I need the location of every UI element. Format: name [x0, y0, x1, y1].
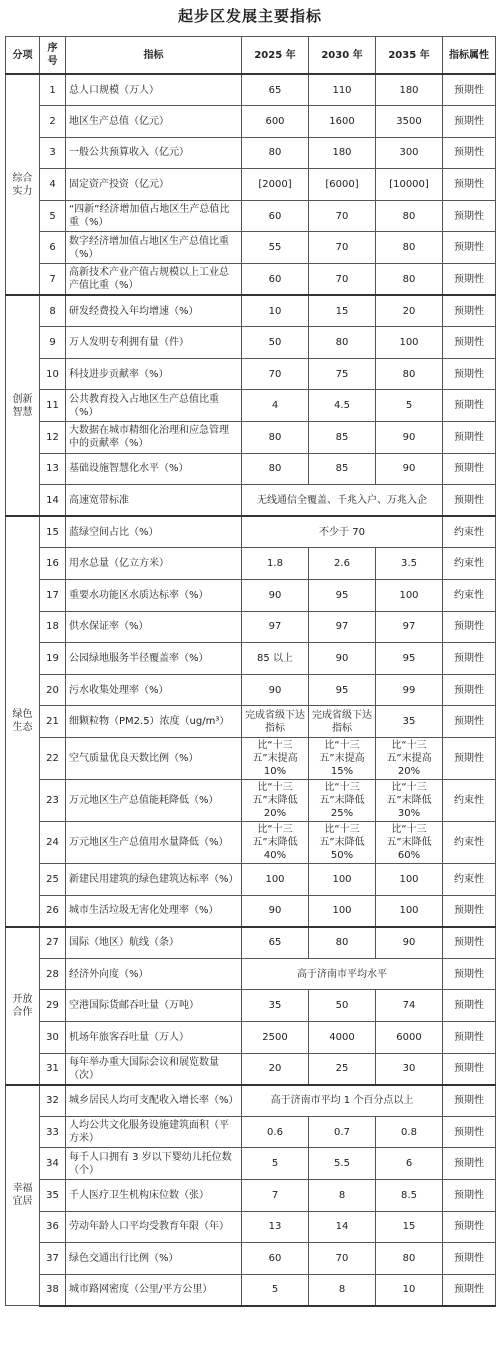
value-2030: 70: [309, 232, 376, 264]
value-2035: 比“十三五”末降低 30%: [376, 779, 443, 821]
indicator-name: 国际（地区）航线（条）: [66, 927, 242, 959]
indicator-name: 细颗粒物（PM2.5）浓度（ug/m³）: [66, 706, 242, 738]
row-number: 14: [40, 485, 66, 517]
value-2030: 75: [309, 358, 376, 390]
value-2025: 600: [242, 106, 309, 138]
table-row: [6, 74, 496, 106]
row-number: 29: [40, 990, 66, 1022]
table-row: [6, 706, 496, 738]
row-number: 35: [40, 1179, 66, 1211]
header-number: 序号: [40, 37, 66, 75]
value-2030: 80: [309, 927, 376, 959]
row-number: 34: [40, 1148, 66, 1180]
indicator-name: 研发经费投入年均增速（%）: [66, 295, 242, 327]
value-2025: 比“十三五”末降低 20%: [242, 779, 309, 821]
value-2025: 5: [242, 1274, 309, 1306]
value-2035: 30: [376, 1053, 443, 1085]
indicator-attribute: 预期性: [443, 1148, 496, 1180]
row-number: 17: [40, 580, 66, 612]
indicator-attribute: 预期性: [443, 1116, 496, 1148]
indicator-attribute: 预期性: [443, 232, 496, 264]
value-2025: 90: [242, 895, 309, 927]
value-2035: [10000]: [376, 169, 443, 201]
value-2025: 80: [242, 422, 309, 454]
row-number: 25: [40, 863, 66, 895]
row-number: 38: [40, 1274, 66, 1306]
indicator-attribute: 预期性: [443, 1274, 496, 1306]
indicator-name: 大数据在城市精细化治理和应急管理中的贡献率（%）: [66, 422, 242, 454]
row-number: 8: [40, 295, 66, 327]
row-number: 21: [40, 706, 66, 738]
value-2030: 25: [309, 1053, 376, 1085]
indicator-name: 总人口规模（万人）: [66, 74, 242, 106]
table-row: [6, 821, 496, 863]
row-number: 5: [40, 200, 66, 232]
indicator-attribute: 约束性: [443, 821, 496, 863]
indicator-attribute: 约束性: [443, 580, 496, 612]
category-cell: 幸福宜居: [6, 1085, 40, 1306]
value-2030: 85: [309, 453, 376, 485]
value-2025: 20: [242, 1053, 309, 1085]
row-number: 28: [40, 958, 66, 990]
value-2035: 比“十三五”末降低 60%: [376, 821, 443, 863]
row-number: 24: [40, 821, 66, 863]
indicator-attribute: 预期性: [443, 137, 496, 169]
indicator-name: 空气质量优良天数比例（%）: [66, 737, 242, 779]
table-row: [6, 137, 496, 169]
table-row: [6, 169, 496, 201]
value-2035: 6: [376, 1148, 443, 1180]
value-2035: 3.5: [376, 548, 443, 580]
indicator-name: 数字经济增加值占地区生产总值比重（%）: [66, 232, 242, 264]
indicator-attribute: 预期性: [443, 1211, 496, 1243]
row-number: 19: [40, 643, 66, 675]
table-row: [6, 779, 496, 821]
value-2025: 80: [242, 137, 309, 169]
value-2030: 4.5: [309, 390, 376, 422]
value-2025: 0.6: [242, 1116, 309, 1148]
value-2030: [6000]: [309, 169, 376, 201]
value-2025: 85 以上: [242, 643, 309, 675]
row-number: 2: [40, 106, 66, 138]
table-row: [6, 1053, 496, 1085]
row-number: 6: [40, 232, 66, 264]
table-row: [6, 1085, 496, 1117]
value-2035: 90: [376, 422, 443, 454]
value-2035: 90: [376, 927, 443, 959]
value-2035: 20: [376, 295, 443, 327]
value-2035: 比“十三五”末提高 20%: [376, 737, 443, 779]
table-row: [6, 485, 496, 517]
value-2030: 95: [309, 580, 376, 612]
value-2025: 55: [242, 232, 309, 264]
value-2035: 10: [376, 1274, 443, 1306]
row-number: 13: [40, 453, 66, 485]
row-number: 4: [40, 169, 66, 201]
table-row: [6, 453, 496, 485]
indicator-name: 用水总量（亿立方米）: [66, 548, 242, 580]
table-row: [6, 1243, 496, 1275]
indicator-attribute: 预期性: [443, 327, 496, 359]
value-2030: 1600: [309, 106, 376, 138]
table-row: [6, 1148, 496, 1180]
merged-target-value: 不少于 70: [242, 516, 443, 548]
value-2035: 35: [376, 706, 443, 738]
value-2025: 50: [242, 327, 309, 359]
row-number: 9: [40, 327, 66, 359]
indicator-attribute: 预期性: [443, 295, 496, 327]
indicator-name: 城乡居民人均可支配收入增长率（%）: [66, 1085, 242, 1117]
indicator-name: 固定资产投资（亿元）: [66, 169, 242, 201]
row-number: 27: [40, 927, 66, 959]
header-2035: 2035 年: [376, 37, 443, 75]
indicator-attribute: 预期性: [443, 485, 496, 517]
value-2035: 5: [376, 390, 443, 422]
indicator-name: 城市生活垃圾无害化处理率（%）: [66, 895, 242, 927]
indicator-name: 空港国际货邮吞吐量（万吨）: [66, 990, 242, 1022]
row-number: 22: [40, 737, 66, 779]
table-row: [6, 643, 496, 675]
value-2025: 比“十三五”末降低 40%: [242, 821, 309, 863]
value-2030: 50: [309, 990, 376, 1022]
table-row: [6, 358, 496, 390]
indicator-name: 万元地区生产总值能耗降低（%）: [66, 779, 242, 821]
value-2035: 80: [376, 264, 443, 296]
category-cell: 开放合作: [6, 927, 40, 1085]
table-row: [6, 1274, 496, 1306]
indicator-name: 劳动年龄人口平均受教育年限（年）: [66, 1211, 242, 1243]
value-2030: 2.6: [309, 548, 376, 580]
value-2025: 比“十三五”末提高 10%: [242, 737, 309, 779]
row-number: 23: [40, 779, 66, 821]
table-row: [6, 611, 496, 643]
category-cell: 创新智慧: [6, 295, 40, 516]
value-2035: 97: [376, 611, 443, 643]
row-number: 31: [40, 1053, 66, 1085]
header-indicator: 指标: [66, 37, 242, 75]
value-2035: 100: [376, 863, 443, 895]
indicator-attribute: 预期性: [443, 706, 496, 738]
indicator-attribute: 预期性: [443, 390, 496, 422]
value-2025: 65: [242, 74, 309, 106]
indicator-name: 千人医疗卫生机构床位数（张）: [66, 1179, 242, 1211]
value-2025: 90: [242, 674, 309, 706]
table-row: [6, 990, 496, 1022]
indicator-attribute: 预期性: [443, 611, 496, 643]
table-row: [6, 390, 496, 422]
value-2030: 0.7: [309, 1116, 376, 1148]
row-number: 16: [40, 548, 66, 580]
value-2030: 完成省级下达指标: [309, 706, 376, 738]
value-2035: 100: [376, 327, 443, 359]
row-number: 15: [40, 516, 66, 548]
value-2030: 100: [309, 895, 376, 927]
table-header-row: [6, 37, 496, 75]
value-2035: 74: [376, 990, 443, 1022]
row-number: 7: [40, 264, 66, 296]
indicator-attribute: 预期性: [443, 1179, 496, 1211]
header-2030: 2030 年: [309, 37, 376, 75]
indicator-attribute: 预期性: [443, 990, 496, 1022]
row-number: 33: [40, 1116, 66, 1148]
value-2030: 70: [309, 200, 376, 232]
value-2030: 110: [309, 74, 376, 106]
indicator-attribute: 预期性: [443, 1053, 496, 1085]
category-cell: 综合实力: [6, 74, 40, 295]
indicator-name: 万人发明专利拥有量（件）: [66, 327, 242, 359]
value-2035: 80: [376, 358, 443, 390]
header-category: 分项: [6, 37, 40, 75]
indicator-name: 新建民用建筑的绿色建筑达标率（%）: [66, 863, 242, 895]
table-row: [6, 1179, 496, 1211]
header-2025: 2025 年: [242, 37, 309, 75]
row-number: 12: [40, 422, 66, 454]
value-2035: 95: [376, 643, 443, 675]
indicator-attribute: 约束性: [443, 548, 496, 580]
value-2030: 4000: [309, 1021, 376, 1053]
value-2025: 7: [242, 1179, 309, 1211]
value-2030: 比“十三五”末提高 15%: [309, 737, 376, 779]
indicator-name: “四新”经济增加值占地区生产总值比重（%）: [66, 200, 242, 232]
value-2035: 80: [376, 200, 443, 232]
value-2025: 5: [242, 1148, 309, 1180]
value-2025: 60: [242, 1243, 309, 1275]
table-body: [6, 74, 496, 1306]
indicator-attribute: 约束性: [443, 516, 496, 548]
value-2030: 70: [309, 1243, 376, 1275]
indicator-name: 人均公共文化服务设施建筑面积（平方米）: [66, 1116, 242, 1148]
value-2030: 97: [309, 611, 376, 643]
merged-target-value: 高于济南市平均水平: [242, 958, 443, 990]
merged-target-value: 高于济南市平均 1 个百分点以上: [242, 1085, 443, 1117]
table-row: [6, 232, 496, 264]
value-2030: 90: [309, 643, 376, 675]
indicator-attribute: 预期性: [443, 264, 496, 296]
indicator-attribute: 约束性: [443, 779, 496, 821]
indicator-name: 万元地区生产总值用水量降低（%）: [66, 821, 242, 863]
table-row: [6, 674, 496, 706]
value-2030: 100: [309, 863, 376, 895]
table-row: [6, 580, 496, 612]
indicator-attribute: 预期性: [443, 200, 496, 232]
merged-target-value: 无线通信全覆盖、千兆入户、万兆入企: [242, 485, 443, 517]
value-2025: 35: [242, 990, 309, 1022]
value-2025: 80: [242, 453, 309, 485]
value-2035: 80: [376, 1243, 443, 1275]
table-row: [6, 737, 496, 779]
indicator-name: 供水保证率（%）: [66, 611, 242, 643]
indicator-attribute: 预期性: [443, 1085, 496, 1117]
value-2025: 97: [242, 611, 309, 643]
indicator-attribute: 预期性: [443, 453, 496, 485]
indicator-name: 高速宽带标准: [66, 485, 242, 517]
indicator-attribute: 预期性: [443, 958, 496, 990]
value-2030: 比“十三五”末降低 25%: [309, 779, 376, 821]
table-row: [6, 295, 496, 327]
indicator-name: 科技进步贡献率（%）: [66, 358, 242, 390]
value-2035: 15: [376, 1211, 443, 1243]
value-2025: 90: [242, 580, 309, 612]
value-2025: 65: [242, 927, 309, 959]
indicator-attribute: 预期性: [443, 358, 496, 390]
table-row: [6, 106, 496, 138]
row-number: 30: [40, 1021, 66, 1053]
value-2025: 100: [242, 863, 309, 895]
row-number: 37: [40, 1243, 66, 1275]
row-number: 36: [40, 1211, 66, 1243]
indicator-attribute: 约束性: [443, 863, 496, 895]
table-row: [6, 422, 496, 454]
row-number: 1: [40, 74, 66, 106]
row-number: 20: [40, 674, 66, 706]
indicator-name: 机场年旅客吞吐量（万人）: [66, 1021, 242, 1053]
table-row: [6, 548, 496, 580]
value-2025: 70: [242, 358, 309, 390]
indicator-name: 经济外向度（%）: [66, 958, 242, 990]
row-number: 18: [40, 611, 66, 643]
row-number: 3: [40, 137, 66, 169]
indicator-attribute: 预期性: [443, 106, 496, 138]
table-row: [6, 264, 496, 296]
indicator-attribute: 预期性: [443, 1243, 496, 1275]
table-row: [6, 516, 496, 548]
indicator-name: 污水收集处理率（%）: [66, 674, 242, 706]
indicator-attribute: 预期性: [443, 895, 496, 927]
value-2035: 300: [376, 137, 443, 169]
value-2025: 4: [242, 390, 309, 422]
table-row: [6, 1116, 496, 1148]
value-2025: 60: [242, 200, 309, 232]
value-2030: 15: [309, 295, 376, 327]
indicator-attribute: 预期性: [443, 1021, 496, 1053]
value-2035: 3500: [376, 106, 443, 138]
table-row: [6, 327, 496, 359]
value-2025: 60: [242, 264, 309, 296]
category-cell: 绿色生态: [6, 516, 40, 926]
table-row: [6, 895, 496, 927]
indicator-name: 地区生产总值（亿元）: [66, 106, 242, 138]
value-2025: [2000]: [242, 169, 309, 201]
table-row: [6, 200, 496, 232]
indicator-attribute: 预期性: [443, 169, 496, 201]
value-2030: 比“十三五”末降低 50%: [309, 821, 376, 863]
value-2035: 100: [376, 895, 443, 927]
indicator-name: 绿色交通出行比例（%）: [66, 1243, 242, 1275]
indicator-attribute: 预期性: [443, 674, 496, 706]
row-number: 10: [40, 358, 66, 390]
indicator-name: 城市路网密度（公里/平方公里）: [66, 1274, 242, 1306]
indicator-name: 高新技术产业产值占规模以上工业总产值比重（%）: [66, 264, 242, 296]
row-number: 32: [40, 1085, 66, 1117]
indicator-attribute: 预期性: [443, 422, 496, 454]
value-2030: 5.5: [309, 1148, 376, 1180]
value-2035: 100: [376, 580, 443, 612]
value-2035: 90: [376, 453, 443, 485]
indicator-attribute: 预期性: [443, 927, 496, 959]
value-2025: 13: [242, 1211, 309, 1243]
value-2035: 0.8: [376, 1116, 443, 1148]
row-number: 11: [40, 390, 66, 422]
indicator-name: 一般公共预算收入（亿元）: [66, 137, 242, 169]
value-2030: 95: [309, 674, 376, 706]
value-2030: 14: [309, 1211, 376, 1243]
value-2030: 180: [309, 137, 376, 169]
indicator-name: 公园绿地服务半径覆盖率（%）: [66, 643, 242, 675]
indicators-table: [5, 36, 496, 1307]
value-2035: 80: [376, 232, 443, 264]
value-2030: 85: [309, 422, 376, 454]
indicator-name: 每千人口拥有 3 岁以下婴幼儿托位数（个）: [66, 1148, 242, 1180]
indicator-name: 基础设施智慧化水平（%）: [66, 453, 242, 485]
table-row: [6, 863, 496, 895]
value-2025: 10: [242, 295, 309, 327]
value-2030: 8: [309, 1179, 376, 1211]
indicator-name: 重要水功能区水质达标率（%）: [66, 580, 242, 612]
indicator-name: 蓝绿空间占比（%）: [66, 516, 242, 548]
value-2025: 2500: [242, 1021, 309, 1053]
value-2035: 8.5: [376, 1179, 443, 1211]
value-2035: 99: [376, 674, 443, 706]
value-2030: 80: [309, 327, 376, 359]
value-2025: 1.8: [242, 548, 309, 580]
value-2025: 完成省级下达指标: [242, 706, 309, 738]
header-attribute: 指标属性: [443, 37, 496, 75]
table-row: [6, 958, 496, 990]
value-2030: 8: [309, 1274, 376, 1306]
table-row: [6, 1211, 496, 1243]
page-title: 起步区发展主要指标: [177, 7, 322, 25]
value-2030: 70: [309, 264, 376, 296]
indicator-attribute: 预期性: [443, 737, 496, 779]
value-2035: 6000: [376, 1021, 443, 1053]
indicator-attribute: 预期性: [443, 74, 496, 106]
row-number: 26: [40, 895, 66, 927]
indicator-attribute: 预期性: [443, 643, 496, 675]
indicator-name: 每年举办重大国际会议和展览数量（次）: [66, 1053, 242, 1085]
table-row: [6, 927, 496, 959]
table-row: [6, 1021, 496, 1053]
value-2035: 180: [376, 74, 443, 106]
indicator-name: 公共教育投入占地区生产总值比重（%）: [66, 390, 242, 422]
